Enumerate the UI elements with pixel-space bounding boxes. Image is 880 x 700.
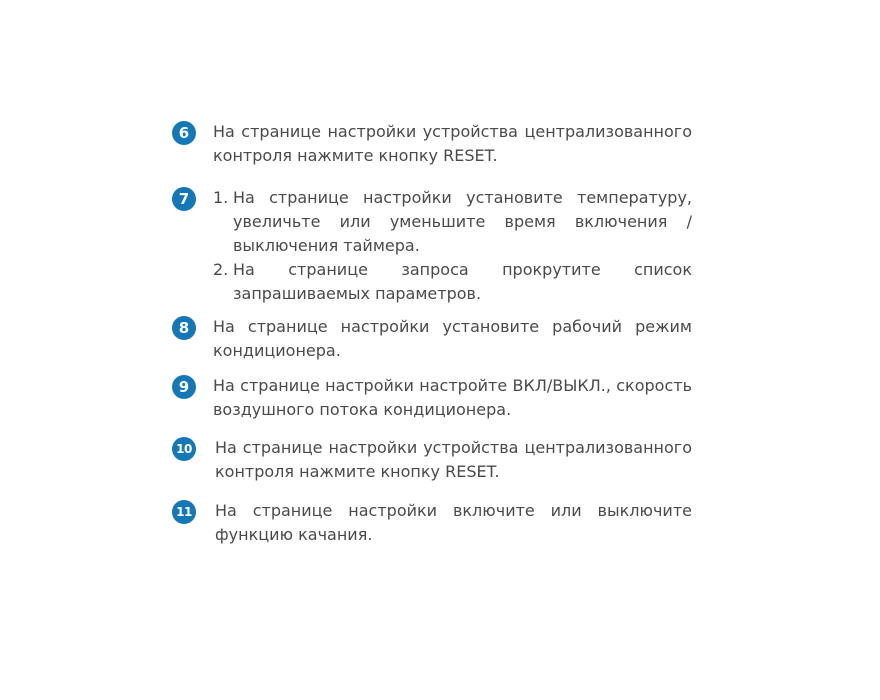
step-number-badge: 7 [172,187,196,211]
step-text: На странице настройки устройства централизованного контроля нажмите кнопку RESET. [213,122,692,165]
step-text: На странице настройки включите или выключите функцию качания. [215,501,692,544]
substep-text: На странице запроса прокрутите список запрашиваемых параметров. [233,260,692,303]
substep-2 [213,258,692,306]
step-6 [172,120,692,168]
step-number-badge: 8 [172,316,196,340]
substep-number: 2. [213,260,229,279]
step-number-badge: 10 [172,437,196,461]
step-7 [172,186,692,306]
step-number-badge: 9 [172,375,196,399]
substep-text: На странице настройки установите температуру, увеличьте или уменьшите время включения / выключения таймера. [233,188,692,255]
step-10 [172,436,692,484]
step-text: На странице настройки установите рабочий режим кондиционера. [213,317,692,360]
substep-1 [213,186,692,258]
step-8 [172,315,692,363]
substep-list [213,186,692,306]
step-text: На странице настройки настройте ВКЛ/ВЫКЛ., скорость воздушного потока кондиционера. [213,376,692,419]
step-11 [172,499,692,547]
substep-number: 1. [213,188,229,207]
step-text: На странице настройки устройства централизованного контроля нажмите кнопку RESET. [215,438,692,481]
step-number-badge: 11 [172,500,196,524]
step-9 [172,374,692,422]
step-number-badge: 6 [172,121,196,145]
